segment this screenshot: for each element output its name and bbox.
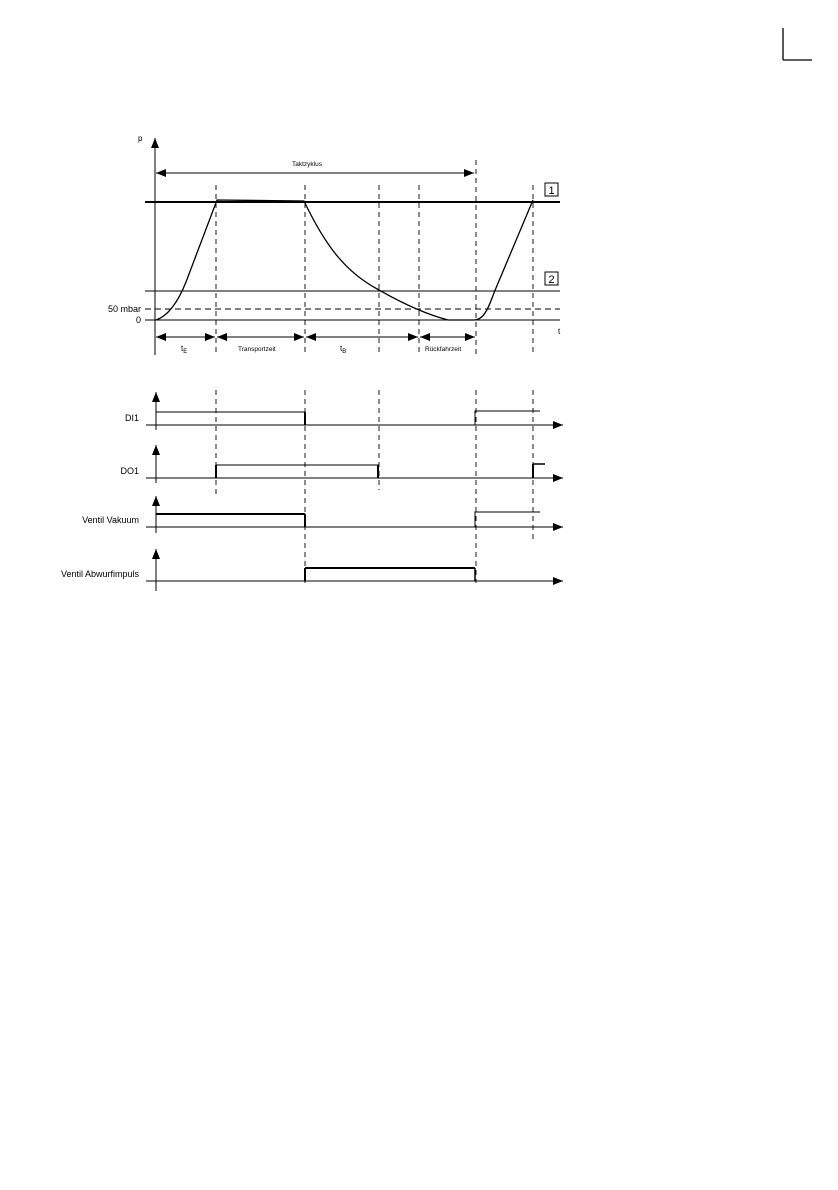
t-axis-label: t (558, 327, 561, 336)
marker-1 (545, 183, 558, 197)
signal-do1 (146, 445, 563, 483)
taktzyklus-label: Taktzyklus (292, 161, 322, 168)
pressure-axes (145, 138, 560, 355)
marker-2 (545, 272, 558, 286)
signal-ventil-abwurfimpuls (146, 549, 563, 591)
di1-label: DI1 (124, 413, 139, 423)
timing-dashed-lines (216, 160, 533, 355)
mbar50-label: 50 mbar (107, 304, 141, 314)
p-axis-label: p (138, 134, 143, 143)
signal-dashed-lines (216, 390, 533, 583)
svg-text:1: 1 (548, 185, 555, 197)
signal-ventil-vakuum (146, 496, 563, 533)
crop-marks (783, 28, 812, 60)
ventil-abwurfimpuls-label: Ventil Abwurfimpuls (60, 569, 139, 579)
pressure-curve (156, 200, 533, 320)
tE-label: $t_E$ (181, 344, 188, 355)
svg-text:2: 2 (548, 274, 555, 286)
zero-label: 0 (135, 315, 141, 325)
tB-label: $t_B$ (340, 344, 347, 355)
do1-label: DO1 (120, 466, 139, 476)
ventil-vakuum-label: Ventil Vakuum (82, 515, 139, 525)
signal-di1 (146, 392, 563, 430)
transportzeit-label: Transportzeit (238, 346, 276, 353)
rueckfahrzeit-label: Rückfahrzeit (425, 346, 462, 353)
